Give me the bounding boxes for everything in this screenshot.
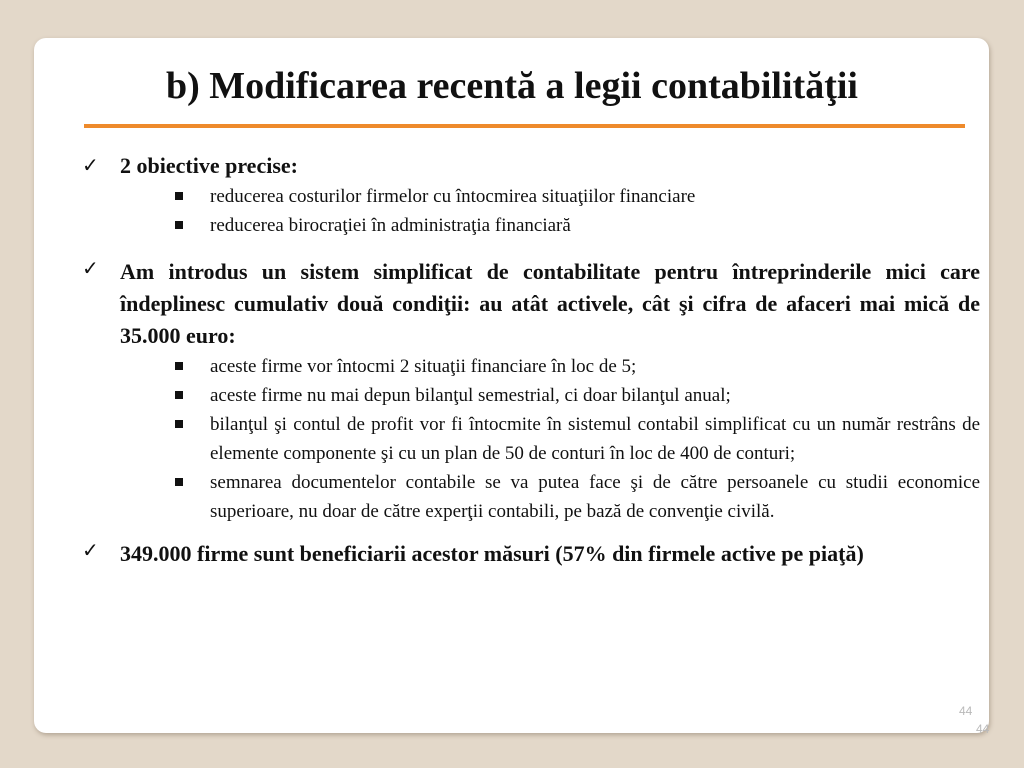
section-beneficiaries: [80, 538, 980, 570]
check-icon: ✓: [82, 256, 99, 280]
list-item: [120, 410, 980, 468]
square-bullet-icon: [175, 420, 183, 428]
square-bullet-icon: [175, 478, 183, 486]
list-item-text: aceste firme nu mai depun bilanţul semestrial, ci doar bilanţul anual;: [210, 385, 731, 406]
list-item: [120, 352, 980, 381]
bullet-list: [120, 182, 980, 240]
list-item: [120, 182, 980, 211]
section-heading: Am introdus un sistem simplificat de contabilitate pentru întreprinderile mici care îndeplinesc cumulativ două condiţii: au atât activele, cât şi cifra de afaceri mai mică de 35.000 euro:: [120, 259, 980, 348]
list-item-text: reducerea costurilor firmelor cu întocmirea situaţiilor financiare: [210, 186, 696, 207]
title-underline: [84, 124, 965, 128]
list-item: [120, 381, 980, 410]
page-number: 44: [959, 704, 973, 718]
section-simplified-system: [80, 256, 980, 526]
square-bullet-icon: [175, 362, 183, 370]
square-bullet-icon: [175, 192, 183, 200]
square-bullet-icon: [175, 221, 183, 229]
list-item-text: semnarea documentelor contabile se va putea face şi de către persoanele cu studii economice superioare, nu doar de către experţii contabili, pe bază de convenţie civilă.: [210, 472, 980, 522]
list-item-text: reducerea birocraţiei în administraţia financiară: [210, 215, 571, 236]
list-item: [120, 211, 980, 240]
section-objectives: [80, 150, 980, 240]
square-bullet-icon: [175, 391, 183, 399]
check-icon: ✓: [82, 153, 99, 177]
slide-title: b) Modificarea recentă a legii contabilităţii: [166, 65, 858, 107]
slide-content: [80, 150, 980, 570]
list-item-text: bilanţul şi contul de profit vor fi întocmite în sistemul contabil simplificat cu un număr restrâns de elemente componente şi cu un plan de 50 de conturi în loc de 400 de conturi;: [210, 414, 980, 464]
section-heading: 349.000 firme sunt beneficiarii acestor măsuri (57% din firmele active pe piaţă): [120, 541, 864, 566]
list-item: [120, 468, 980, 526]
list-item-text: aceste firme vor întocmi 2 situaţii financiare în loc de 5;: [210, 356, 637, 377]
bullet-list: [120, 352, 980, 526]
section-heading: 2 obiective precise:: [120, 153, 298, 178]
page-number-outer: 44: [976, 722, 990, 736]
check-icon: ✓: [82, 538, 99, 562]
